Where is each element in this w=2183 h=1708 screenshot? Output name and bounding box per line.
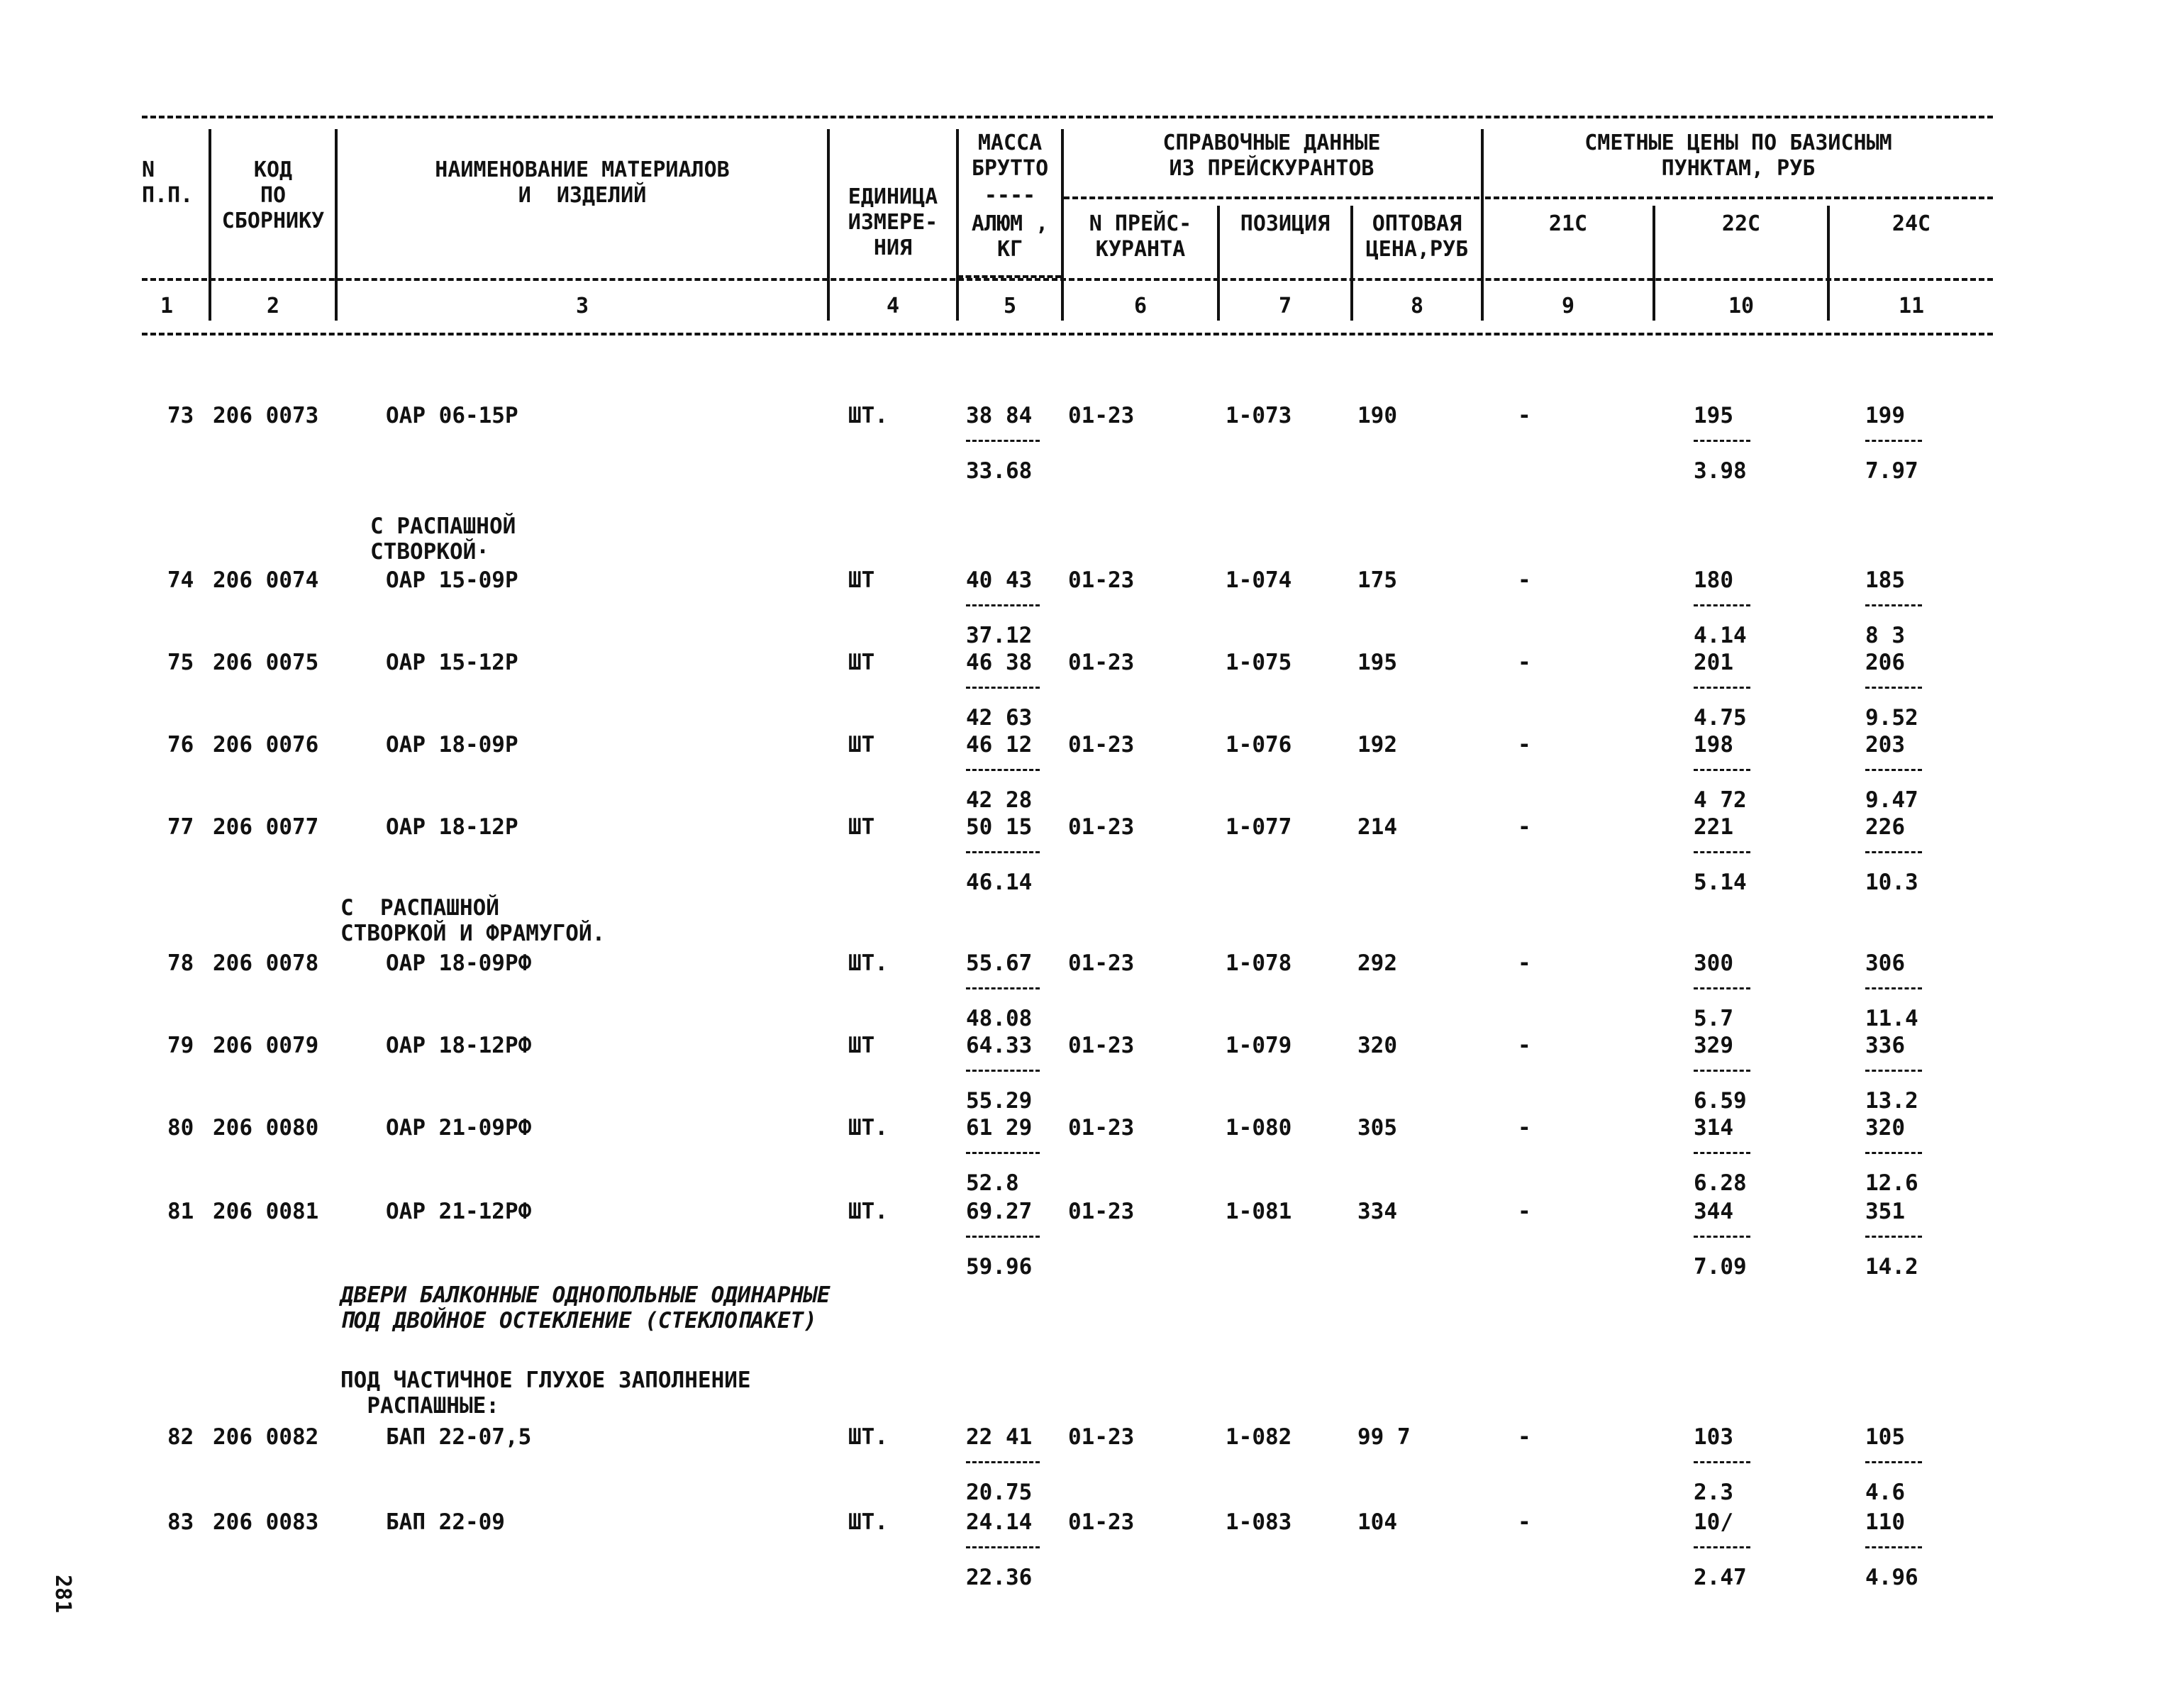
- col-number: 5: [1003, 294, 1017, 318]
- cell-unit: ШТ.: [848, 1509, 888, 1535]
- header-top-rule: [142, 116, 1993, 118]
- cell-pk: 01-23: [1068, 567, 1135, 593]
- cell-c11: 203: [1865, 732, 1905, 758]
- cell-code: 206 0080: [213, 1115, 319, 1141]
- cell-c10b: 2.47: [1694, 1565, 1747, 1590]
- cell-c11b: 9.52: [1865, 705, 1918, 731]
- cell-c11b: 11.4: [1865, 1006, 1918, 1031]
- cell-unit: ШТ.: [848, 1115, 888, 1141]
- cell-n: 76: [167, 732, 194, 758]
- cell-price: 104: [1357, 1509, 1397, 1535]
- cell-mass: 55.67: [966, 950, 1033, 976]
- cell-price: 190: [1357, 403, 1397, 428]
- cell-mass: 38 84: [966, 403, 1033, 428]
- cell-c9: -: [1518, 1424, 1531, 1450]
- cell-c9: -: [1518, 403, 1531, 428]
- cell-name: ОАР 18-09Р: [386, 732, 518, 758]
- cell-mass: 24.14: [966, 1509, 1033, 1535]
- cell-n: 75: [167, 650, 194, 675]
- cell-c9: -: [1518, 1509, 1531, 1535]
- fraction-line: [1694, 1152, 1750, 1154]
- cell-code: 206 0077: [213, 814, 319, 840]
- cell-c10b: 5.7: [1694, 1006, 1733, 1031]
- cell-n: 74: [167, 567, 194, 593]
- fraction-line: [1694, 604, 1750, 606]
- fraction-line: [966, 1152, 1040, 1154]
- fraction-line: [966, 769, 1040, 771]
- cell-name: ОАР 15-09Р: [386, 567, 518, 593]
- cell-n: 81: [167, 1199, 194, 1224]
- cell-alum: 22.36: [966, 1565, 1033, 1590]
- cell-unit: ШТ: [848, 650, 875, 675]
- cell-c9: -: [1518, 650, 1531, 675]
- header-col5b: АЛЮМ , КГ: [971, 211, 1049, 262]
- cell-pk: 01-23: [1068, 1509, 1135, 1535]
- cell-c11b: 12.6: [1865, 1170, 1918, 1196]
- cell-code: 206 0082: [213, 1424, 319, 1450]
- cell-alum: 42 28: [966, 787, 1033, 813]
- fraction-line: [1865, 1236, 1922, 1238]
- cell-c10b: 4 72: [1694, 787, 1747, 813]
- cell-c11: 185: [1865, 567, 1905, 593]
- fraction-line: [1694, 1070, 1750, 1072]
- col-number: 8: [1410, 294, 1424, 318]
- col-number: 2: [266, 294, 280, 318]
- fraction-line: [1694, 851, 1750, 853]
- fraction-line: [1865, 769, 1922, 771]
- section-heading: ПОД ЧАСТИЧНОЕ ГЛУХОЕ ЗАПОЛНЕНИЕ РАСПАШНЫЕ:: [340, 1368, 751, 1419]
- cell-c10b: 6.59: [1694, 1088, 1747, 1114]
- header-col6: N ПРЕЙС- КУРАНТА: [1089, 211, 1192, 262]
- col-number: 1: [160, 294, 174, 318]
- fraction-line: [1694, 440, 1750, 442]
- cell-name: БАП 22-09: [386, 1509, 505, 1535]
- cell-c10b: 3.98: [1694, 458, 1747, 484]
- cell-price: 214: [1357, 814, 1397, 840]
- cell-c10b: 6.28: [1694, 1170, 1747, 1196]
- fraction-line: [966, 987, 1040, 989]
- fraction-line: [1694, 1546, 1750, 1548]
- cell-unit: ШТ.: [848, 950, 888, 976]
- header-col4: ЕДИНИЦА ИЗМЕРЕ- НИЯ: [848, 184, 938, 260]
- cell-c11: 105: [1865, 1424, 1905, 1450]
- cell-c11b: 8 3: [1865, 623, 1905, 648]
- group-rule: [1064, 196, 1479, 199]
- fraction-line: [1694, 687, 1750, 689]
- cell-pos: 1-079: [1226, 1033, 1292, 1058]
- cell-price: 175: [1357, 567, 1397, 593]
- cell-pk: 01-23: [1068, 1033, 1135, 1058]
- cell-unit: ШТ: [848, 1033, 875, 1058]
- cell-code: 206 0078: [213, 950, 319, 976]
- cell-mass: 64.33: [966, 1033, 1033, 1058]
- fraction-line: [1694, 769, 1750, 771]
- section-heading: С РАСПАШНОЙ СТВОРКОЙ·: [370, 514, 516, 565]
- cell-c11: 206: [1865, 650, 1905, 675]
- cell-n: 80: [167, 1115, 194, 1141]
- cell-pk: 01-23: [1068, 814, 1135, 840]
- cell-mass: 46 12: [966, 732, 1033, 758]
- cell-price: 99 7: [1357, 1424, 1411, 1450]
- cell-c11: 336: [1865, 1033, 1905, 1058]
- cell-c11: 199: [1865, 403, 1905, 428]
- cell-pos: 1-076: [1226, 732, 1292, 758]
- cell-pk: 01-23: [1068, 1115, 1135, 1141]
- cell-code: 206 0079: [213, 1033, 319, 1058]
- cell-mass: 46 38: [966, 650, 1033, 675]
- cell-mass: 69.27: [966, 1199, 1033, 1224]
- cell-name: БАП 22-07,5: [386, 1424, 532, 1450]
- cell-n: 77: [167, 814, 194, 840]
- cell-pk: 01-23: [1068, 1199, 1135, 1224]
- fraction-line: [1865, 1152, 1922, 1154]
- cell-c10: 103: [1694, 1424, 1733, 1450]
- fraction-line: [966, 604, 1040, 606]
- cell-unit: ШТ: [848, 567, 875, 593]
- cell-price: 334: [1357, 1199, 1397, 1224]
- cell-code: 206 0073: [213, 403, 319, 428]
- cell-code: 206 0074: [213, 567, 319, 593]
- cell-name: ОАР 21-12РФ: [386, 1199, 532, 1224]
- cell-c11b: 13.2: [1865, 1088, 1918, 1114]
- cell-c10: 314: [1694, 1115, 1733, 1141]
- cell-c10b: 4.75: [1694, 705, 1747, 731]
- col-number: 6: [1133, 294, 1148, 318]
- cell-mass: 50 15: [966, 814, 1033, 840]
- header-group-price: СМЕТНЫЕ ЦЕНЫ ПО БАЗИСНЫМ ПУНКТАМ, РУБ: [1584, 131, 1892, 181]
- fraction-line: [966, 1461, 1040, 1463]
- fraction-line: [1865, 1070, 1922, 1072]
- cell-code: 206 0075: [213, 650, 319, 675]
- fraction-line: [1694, 1236, 1750, 1238]
- header-col8: ОПТОВАЯ ЦЕНА,РУБ: [1365, 211, 1469, 262]
- cell-c10: 10/: [1694, 1509, 1733, 1535]
- cell-alum: 48.08: [966, 1006, 1033, 1031]
- cell-pk: 01-23: [1068, 650, 1135, 675]
- cell-name: ОАР 18-12Р: [386, 814, 518, 840]
- cell-c11b: 9.47: [1865, 787, 1918, 813]
- cell-pos: 1-082: [1226, 1424, 1292, 1450]
- col-number: 10: [1728, 294, 1755, 318]
- cell-n: 73: [167, 403, 194, 428]
- cell-unit: ШТ.: [848, 1199, 888, 1224]
- cell-c10: 198: [1694, 732, 1733, 758]
- fraction-line: [966, 1546, 1040, 1548]
- fraction-line: [1694, 1461, 1750, 1463]
- cell-name: ОАР 15-12Р: [386, 650, 518, 675]
- header-group-ref: СПРАВОЧНЫЕ ДАННЫЕ ИЗ ПРЕЙСКУРАНТОВ: [1162, 131, 1381, 181]
- cell-pk: 01-23: [1068, 732, 1135, 758]
- cell-name: ОАР 18-09РФ: [386, 950, 532, 976]
- col-number: 7: [1278, 294, 1292, 318]
- cell-c11b: 4.6: [1865, 1480, 1905, 1505]
- header-col5a: МАССА БРУТТО: [971, 131, 1049, 181]
- cell-c11: 351: [1865, 1199, 1905, 1224]
- header-col2: КОД ПО СБОРНИКУ: [221, 157, 325, 233]
- fraction-line: [966, 1070, 1040, 1072]
- cell-pos: 1-083: [1226, 1509, 1292, 1535]
- col-number: 4: [886, 294, 900, 318]
- cell-c10: 329: [1694, 1033, 1733, 1058]
- cell-mass: 61 29: [966, 1115, 1033, 1141]
- fraction-line: [1865, 1461, 1922, 1463]
- cell-alum: 46.14: [966, 870, 1033, 895]
- cell-c11b: 10.3: [1865, 870, 1918, 895]
- header-col1: N П.П.: [142, 157, 194, 208]
- cell-pos: 1-080: [1226, 1115, 1292, 1141]
- cell-c10b: 4.14: [1694, 623, 1747, 648]
- cell-unit: ШТ.: [848, 1424, 888, 1450]
- cell-alum: 33.68: [966, 458, 1033, 484]
- cell-unit: ШТ: [848, 814, 875, 840]
- col-number: 3: [575, 294, 589, 318]
- fraction-line: [1865, 604, 1922, 606]
- header-col5-sep: ----: [984, 183, 1036, 208]
- cell-c10: 221: [1694, 814, 1733, 840]
- fraction-line: [1865, 851, 1922, 853]
- cell-c11: 306: [1865, 950, 1905, 976]
- header-col3: НАИМЕНОВАНИЕ МАТЕРИАЛОВ И ИЗДЕЛИЙ: [435, 157, 730, 208]
- fraction-line: [1865, 687, 1922, 689]
- fraction-line: [966, 851, 1040, 853]
- cell-name: ОАР 06-15Р: [386, 403, 518, 428]
- cell-c11: 320: [1865, 1115, 1905, 1141]
- page-number: 281: [50, 1575, 75, 1614]
- cell-price: 320: [1357, 1033, 1397, 1058]
- cell-name: ОАР 21-09РФ: [386, 1115, 532, 1141]
- header-col9: 21С: [1548, 211, 1588, 236]
- cell-pos: 1-078: [1226, 950, 1292, 976]
- cell-pos: 1-073: [1226, 403, 1292, 428]
- col-number: 11: [1898, 294, 1925, 318]
- cell-c9: -: [1518, 1115, 1531, 1141]
- header-col7: ПОЗИЦИЯ: [1240, 211, 1331, 236]
- header-col11: 24С: [1892, 211, 1931, 236]
- cell-alum: 59.96: [966, 1254, 1033, 1280]
- cell-unit: ШТ: [848, 732, 875, 758]
- cell-n: 83: [167, 1509, 194, 1535]
- cell-pos: 1-081: [1226, 1199, 1292, 1224]
- cell-unit: ШТ.: [848, 403, 888, 428]
- cell-price: 292: [1357, 950, 1397, 976]
- fraction-line: [1694, 987, 1750, 989]
- cell-c10b: 2.3: [1694, 1480, 1733, 1505]
- group-rule: [1485, 196, 1993, 199]
- header-bottom-rule: [142, 333, 1993, 336]
- cell-n: 82: [167, 1424, 194, 1450]
- cell-c10b: 5.14: [1694, 870, 1747, 895]
- fraction-line: [966, 1236, 1040, 1238]
- cell-c10: 344: [1694, 1199, 1733, 1224]
- cell-c10: 180: [1694, 567, 1733, 593]
- cell-pk: 01-23: [1068, 403, 1135, 428]
- cell-c9: -: [1518, 814, 1531, 840]
- header-mid-rule: [142, 278, 1993, 281]
- cell-alum: 55.29: [966, 1088, 1033, 1114]
- cell-price: 305: [1357, 1115, 1397, 1141]
- group-rule: [957, 275, 1061, 278]
- cell-alum: 42 63: [966, 705, 1033, 731]
- fraction-line: [1865, 440, 1922, 442]
- cell-mass: 22 41: [966, 1424, 1033, 1450]
- cell-code: 206 0081: [213, 1199, 319, 1224]
- fraction-line: [1865, 1546, 1922, 1548]
- cell-pos: 1-074: [1226, 567, 1292, 593]
- cell-c10: 201: [1694, 650, 1733, 675]
- cell-c11b: 7.97: [1865, 458, 1918, 484]
- cell-alum: 37.12: [966, 623, 1033, 648]
- cell-c9: -: [1518, 950, 1531, 976]
- section-heading: С РАСПАШНОЙ СТВОРКОЙ И ФРАМУГОЙ.: [340, 895, 606, 946]
- col-number: 9: [1561, 294, 1575, 318]
- header-col10: 22С: [1721, 211, 1761, 236]
- cell-code: 206 0076: [213, 732, 319, 758]
- cell-pos: 1-075: [1226, 650, 1292, 675]
- cell-code: 206 0083: [213, 1509, 319, 1535]
- cell-pk: 01-23: [1068, 950, 1135, 976]
- cell-c9: -: [1518, 567, 1531, 593]
- cell-price: 192: [1357, 732, 1397, 758]
- cell-mass: 40 43: [966, 567, 1033, 593]
- cell-n: 79: [167, 1033, 194, 1058]
- cell-n: 78: [167, 950, 194, 976]
- cell-c9: -: [1518, 1033, 1531, 1058]
- cell-c9: -: [1518, 1199, 1531, 1224]
- cell-c11: 110: [1865, 1509, 1905, 1535]
- fraction-line: [966, 440, 1040, 442]
- cell-c11b: 14.2: [1865, 1254, 1918, 1280]
- cell-c10: 195: [1694, 403, 1733, 428]
- cell-alum: 20.75: [966, 1480, 1033, 1505]
- cell-c11b: 4.96: [1865, 1565, 1918, 1590]
- cell-c9: -: [1518, 732, 1531, 758]
- cell-c10: 300: [1694, 950, 1733, 976]
- cell-price: 195: [1357, 650, 1397, 675]
- fraction-line: [1865, 987, 1922, 989]
- section-heading: ДВЕРИ БАЛКОННЫЕ ОДНОПОЛЬНЫЕ ОДИНАРНЫЕ ПОД ДВОЙНОЕ ОСТЕКЛЕНИЕ (СТЕКЛОПАКЕТ): [340, 1282, 831, 1333]
- cell-pos: 1-077: [1226, 814, 1292, 840]
- cell-pk: 01-23: [1068, 1424, 1135, 1450]
- cell-name: ОАР 18-12РФ: [386, 1033, 532, 1058]
- cell-alum: 52.8: [966, 1170, 1019, 1196]
- cell-c11: 226: [1865, 814, 1905, 840]
- fraction-line: [966, 687, 1040, 689]
- cell-c10b: 7.09: [1694, 1254, 1747, 1280]
